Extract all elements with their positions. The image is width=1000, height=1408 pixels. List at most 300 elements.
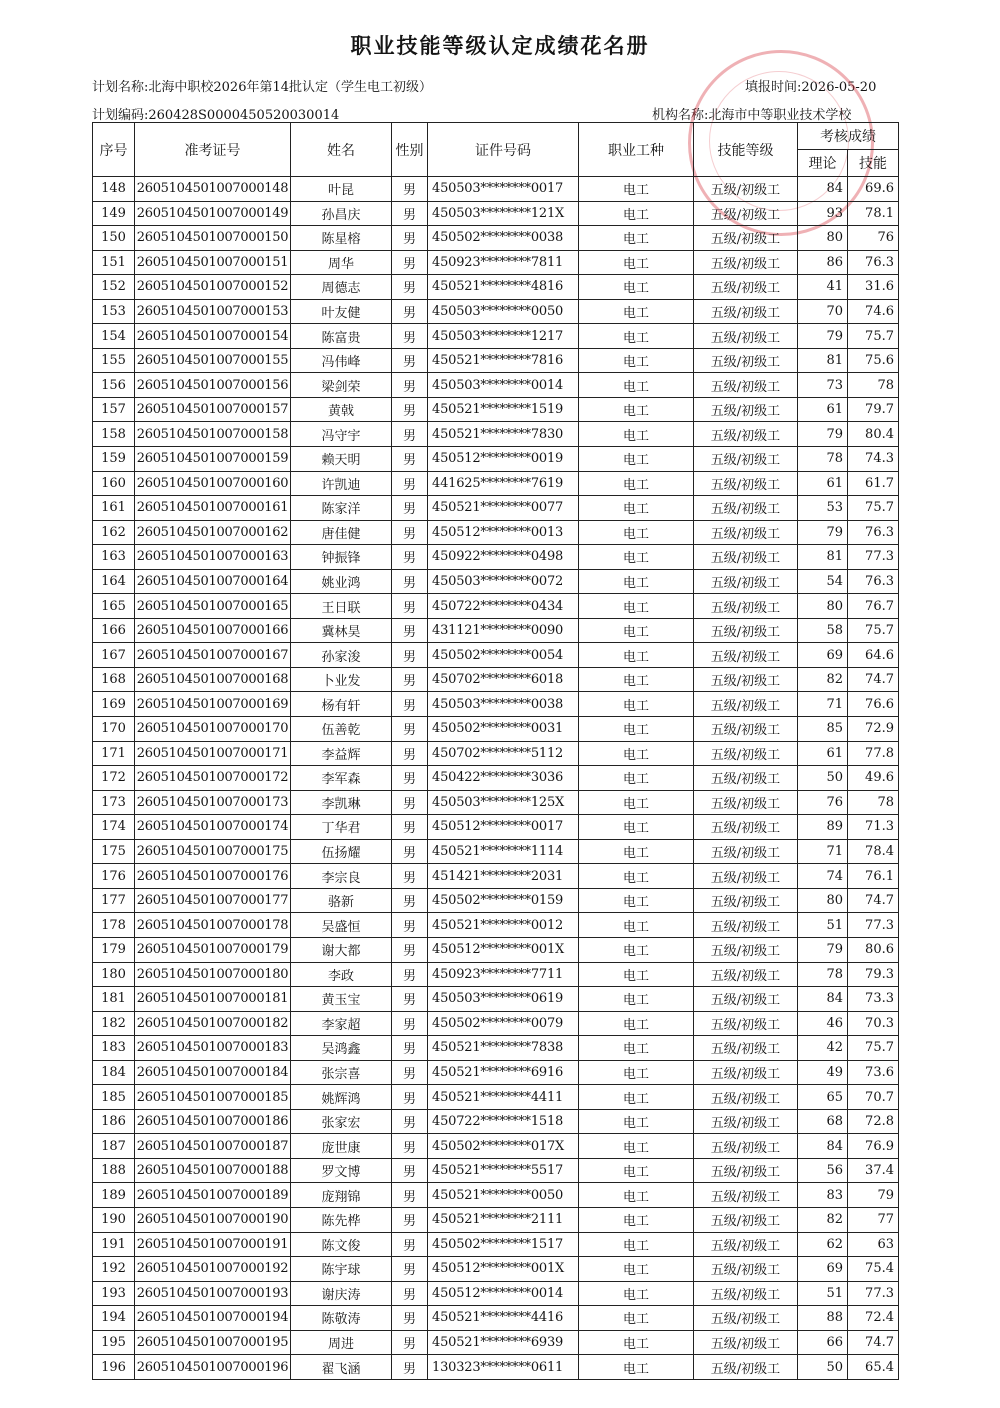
cell-id-no: 450502********0038 [428,226,579,251]
cell-name: 李宗良 [291,864,392,889]
cell-level: 五级/初级工 [694,864,798,889]
cell-level: 五级/初级工 [694,790,798,815]
table-row [93,397,899,422]
cell-exam-no: 2605104501007000181 [135,987,291,1012]
cell-occupation: 电工 [579,1183,694,1208]
cell-exam-no: 2605104501007000175 [135,839,291,864]
cell-gender: 男 [392,962,428,987]
cell-seq: 177 [93,888,135,913]
cell-gender: 男 [392,1257,428,1282]
cell-level: 五级/初级工 [694,1085,798,1110]
cell-exam-no: 2605104501007000178 [135,913,291,938]
cell-id-no: 450512********0013 [428,520,579,545]
cell-occupation: 电工 [579,348,694,373]
table-row [93,177,899,202]
header-seq: 序号 [93,123,135,177]
cell-level: 五级/初级工 [694,1355,798,1380]
cell-gender: 男 [392,324,428,349]
cell-occupation: 电工 [579,937,694,962]
cell-gender: 男 [392,1134,428,1159]
cell-level: 五级/初级工 [694,299,798,324]
cell-seq: 195 [93,1330,135,1355]
cell-seq: 190 [93,1207,135,1232]
header-theory: 理论 [798,150,848,177]
cell-level: 五级/初级工 [694,1134,798,1159]
cell-id-no: 450512********0014 [428,1281,579,1306]
cell-seq: 148 [93,177,135,202]
cell-id-no: 450521********4416 [428,1306,579,1331]
table-row [93,275,899,300]
cell-id-no: 450923********7811 [428,250,579,275]
cell-exam-no: 2605104501007000174 [135,815,291,840]
cell-exam-no: 2605104501007000158 [135,422,291,447]
cell-theory: 70 [798,299,848,324]
cell-name: 陈家洋 [291,496,392,521]
table-row [93,962,899,987]
cell-gender: 男 [392,1060,428,1085]
cell-seq: 173 [93,790,135,815]
cell-id-no: 450503********0072 [428,569,579,594]
cell-occupation: 电工 [579,913,694,938]
cell-seq: 186 [93,1109,135,1134]
cell-id-no: 431121********0090 [428,618,579,643]
cell-theory: 68 [798,1109,848,1134]
cell-gender: 男 [392,471,428,496]
table-row [93,1134,899,1159]
cell-seq: 160 [93,471,135,496]
cell-exam-no: 2605104501007000161 [135,496,291,521]
cell-id-no: 450503********125X [428,790,579,815]
cell-name: 庞翔锦 [291,1183,392,1208]
cell-name: 叶昆 [291,177,392,202]
cell-id-no: 451421********2031 [428,864,579,889]
cell-occupation: 电工 [579,422,694,447]
table-row [93,864,899,889]
cell-gender: 男 [392,1158,428,1183]
cell-level: 五级/初级工 [694,1330,798,1355]
cell-id-no: 450521********7816 [428,348,579,373]
cell-occupation: 电工 [579,496,694,521]
cell-id-no: 450521********7830 [428,422,579,447]
cell-name: 杨有轩 [291,692,392,717]
cell-gender: 男 [392,667,428,692]
cell-exam-no: 2605104501007000163 [135,545,291,570]
cell-id-no: 450702********5112 [428,741,579,766]
cell-theory: 53 [798,496,848,521]
cell-name: 李益辉 [291,741,392,766]
cell-occupation: 电工 [579,717,694,742]
cell-skill: 75.6 [848,348,899,373]
cell-skill: 74.6 [848,299,899,324]
cell-id-no: 450521********1114 [428,839,579,864]
table-row [93,471,899,496]
cell-name: 伍善乾 [291,717,392,742]
cell-exam-no: 2605104501007000168 [135,667,291,692]
cell-theory: 76 [798,790,848,815]
cell-id-no: 450521********6939 [428,1330,579,1355]
cell-gender: 男 [392,1011,428,1036]
cell-seq: 152 [93,275,135,300]
table-row [93,1158,899,1183]
cell-level: 五级/初级工 [694,471,798,496]
table-row [93,1060,899,1085]
cell-occupation: 电工 [579,201,694,226]
fill-time-label: 填报时间: [745,80,802,95]
cell-id-no: 450503********1217 [428,324,579,349]
cell-name: 黄玉宝 [291,987,392,1012]
cell-id-no: 450923********7711 [428,962,579,987]
table-row [93,1085,899,1110]
cell-name: 谢大都 [291,937,392,962]
cell-seq: 167 [93,643,135,668]
cell-seq: 172 [93,766,135,791]
cell-skill: 74.7 [848,1330,899,1355]
cell-name: 陈宇球 [291,1257,392,1282]
cell-gender: 男 [392,1355,428,1380]
cell-gender: 男 [392,864,428,889]
cell-id-no: 450922********0498 [428,545,579,570]
cell-id-no: 450521********4816 [428,275,579,300]
cell-gender: 男 [392,177,428,202]
table-row [93,1183,899,1208]
cell-name: 孙昌庆 [291,201,392,226]
cell-skill: 80.4 [848,422,899,447]
cell-exam-no: 2605104501007000160 [135,471,291,496]
cell-exam-no: 2605104501007000180 [135,962,291,987]
cell-seq: 175 [93,839,135,864]
cell-gender: 男 [392,1183,428,1208]
cell-skill: 79.3 [848,962,899,987]
cell-exam-no: 2605104501007000184 [135,1060,291,1085]
header-name: 姓名 [291,123,392,177]
cell-seq: 154 [93,324,135,349]
cell-occupation: 电工 [579,1330,694,1355]
cell-theory: 65 [798,1085,848,1110]
cell-name: 姚辉鸿 [291,1085,392,1110]
cell-level: 五级/初级工 [694,569,798,594]
cell-theory: 42 [798,1036,848,1061]
cell-seq: 163 [93,545,135,570]
cell-name: 许凯迪 [291,471,392,496]
plan-name-label: 计划名称: [92,80,149,95]
cell-name: 赖天明 [291,447,392,472]
table-row [93,201,899,226]
table-row [93,1281,899,1306]
table-row [93,447,899,472]
cell-id-no: 441625********7619 [428,471,579,496]
cell-seq: 166 [93,618,135,643]
cell-name: 孙家浚 [291,643,392,668]
cell-gender: 男 [392,299,428,324]
cell-name: 李军森 [291,766,392,791]
cell-seq: 168 [93,667,135,692]
cell-seq: 188 [93,1158,135,1183]
table-row [93,1330,899,1355]
table-row [93,766,899,791]
cell-skill: 72.8 [848,1109,899,1134]
cell-level: 五级/初级工 [694,1011,798,1036]
cell-seq: 185 [93,1085,135,1110]
table-row [93,839,899,864]
cell-gender: 男 [392,937,428,962]
cell-skill: 79 [848,1183,899,1208]
cell-id-no: 450503********121X [428,201,579,226]
cell-exam-no: 2605104501007000167 [135,643,291,668]
cell-occupation: 电工 [579,643,694,668]
cell-id-no: 450502********0159 [428,888,579,913]
cell-exam-no: 2605104501007000176 [135,864,291,889]
cell-seq: 171 [93,741,135,766]
table-row [93,888,899,913]
cell-id-no: 450521********0012 [428,913,579,938]
cell-exam-no: 2605104501007000173 [135,790,291,815]
cell-skill: 63 [848,1232,899,1257]
plan-name-line [92,76,432,95]
cell-id-no: 450512********0019 [428,447,579,472]
table-row [93,717,899,742]
cell-skill: 77.8 [848,741,899,766]
cell-gender: 男 [392,1207,428,1232]
cell-level: 五级/初级工 [694,913,798,938]
cell-gender: 男 [392,839,428,864]
cell-seq: 181 [93,987,135,1012]
cell-id-no: 450521********5517 [428,1158,579,1183]
cell-skill: 78 [848,790,899,815]
cell-name: 陈文俊 [291,1232,392,1257]
cell-id-no: 130323********0611 [428,1355,579,1380]
cell-gender: 男 [392,1036,428,1061]
cell-theory: 93 [798,201,848,226]
cell-exam-no: 2605104501007000195 [135,1330,291,1355]
table-row [93,1257,899,1282]
cell-skill: 65.4 [848,1355,899,1380]
cell-id-no: 450502********1517 [428,1232,579,1257]
cell-name: 周进 [291,1330,392,1355]
cell-skill: 79.7 [848,397,899,422]
cell-seq: 158 [93,422,135,447]
cell-gender: 男 [392,618,428,643]
cell-id-no: 450722********0434 [428,594,579,619]
cell-gender: 男 [392,1281,428,1306]
cell-skill: 73.3 [848,987,899,1012]
cell-gender: 男 [392,692,428,717]
cell-id-no: 450521********2111 [428,1207,579,1232]
cell-skill: 69.6 [848,177,899,202]
cell-theory: 84 [798,177,848,202]
cell-occupation: 电工 [579,1036,694,1061]
fill-time-value: 2026-05-20 [801,80,877,95]
cell-skill: 76.7 [848,594,899,619]
cell-gender: 男 [392,1085,428,1110]
cell-theory: 88 [798,1306,848,1331]
cell-occupation: 电工 [579,1232,694,1257]
cell-id-no: 450503********0014 [428,373,579,398]
cell-level: 五级/初级工 [694,373,798,398]
table-row [93,643,899,668]
table-row [93,373,899,398]
cell-name: 庞世康 [291,1134,392,1159]
cell-skill: 76.6 [848,692,899,717]
header-scores: 考核成绩 [798,123,899,150]
cell-id-no: 450521********0077 [428,496,579,521]
cell-occupation: 电工 [579,962,694,987]
cell-theory: 84 [798,1134,848,1159]
cell-name: 罗文博 [291,1158,392,1183]
table-header [93,123,899,177]
cell-theory: 81 [798,545,848,570]
cell-level: 五级/初级工 [694,594,798,619]
cell-occupation: 电工 [579,1281,694,1306]
cell-name: 王日联 [291,594,392,619]
cell-occupation: 电工 [579,324,694,349]
cell-skill: 75.4 [848,1257,899,1282]
cell-theory: 82 [798,1207,848,1232]
cell-skill: 31.6 [848,275,899,300]
cell-name: 梁剑荣 [291,373,392,398]
cell-level: 五级/初级工 [694,1281,798,1306]
cell-gender: 男 [392,888,428,913]
cell-seq: 174 [93,815,135,840]
cell-level: 五级/初级工 [694,667,798,692]
cell-theory: 84 [798,987,848,1012]
cell-skill: 77.3 [848,545,899,570]
cell-level: 五级/初级工 [694,496,798,521]
cell-name: 谢庆涛 [291,1281,392,1306]
table-row [93,790,899,815]
cell-name: 李凯琳 [291,790,392,815]
cell-seq: 182 [93,1011,135,1036]
cell-gender: 男 [392,1232,428,1257]
cell-exam-no: 2605104501007000151 [135,250,291,275]
cell-occupation: 电工 [579,471,694,496]
cell-skill: 49.6 [848,766,899,791]
table-row [93,618,899,643]
cell-occupation: 电工 [579,177,694,202]
cell-skill: 61.7 [848,471,899,496]
cell-exam-no: 2605104501007000154 [135,324,291,349]
cell-id-no: 450422********3036 [428,766,579,791]
cell-name: 伍扬耀 [291,839,392,864]
cell-gender: 男 [392,496,428,521]
cell-level: 五级/初级工 [694,201,798,226]
cell-theory: 66 [798,1330,848,1355]
cell-seq: 180 [93,962,135,987]
cell-occupation: 电工 [579,275,694,300]
cell-occupation: 电工 [579,1060,694,1085]
table-row [93,1232,899,1257]
cell-level: 五级/初级工 [694,226,798,251]
header-exam-no: 准考证号 [135,123,291,177]
cell-exam-no: 2605104501007000193 [135,1281,291,1306]
cell-name: 周德志 [291,275,392,300]
cell-occupation: 电工 [579,667,694,692]
cell-skill: 74.3 [848,447,899,472]
table-row [93,422,899,447]
cell-level: 五级/初级工 [694,1257,798,1282]
cell-theory: 78 [798,962,848,987]
cell-level: 五级/初级工 [694,397,798,422]
plan-code-value: 260428S0000450520030014 [148,108,340,123]
cell-seq: 187 [93,1134,135,1159]
cell-id-no: 450521********0050 [428,1183,579,1208]
cell-exam-no: 2605104501007000166 [135,618,291,643]
cell-theory: 85 [798,717,848,742]
cell-name: 周华 [291,250,392,275]
cell-gender: 男 [392,1330,428,1355]
cell-occupation: 电工 [579,520,694,545]
cell-name: 翟飞涵 [291,1355,392,1380]
table-row [93,594,899,619]
cell-exam-no: 2605104501007000192 [135,1257,291,1282]
cell-seq: 178 [93,913,135,938]
cell-occupation: 电工 [579,1085,694,1110]
cell-theory: 58 [798,618,848,643]
cell-exam-no: 2605104501007000162 [135,520,291,545]
cell-level: 五级/初级工 [694,348,798,373]
cell-name: 张宗喜 [291,1060,392,1085]
cell-gender: 男 [392,987,428,1012]
cell-name: 李政 [291,962,392,987]
cell-level: 五级/初级工 [694,618,798,643]
cell-exam-no: 2605104501007000191 [135,1232,291,1257]
cell-id-no: 450521********4411 [428,1085,579,1110]
cell-name: 黄戟 [291,397,392,422]
cell-gender: 男 [392,447,428,472]
cell-id-no: 450512********001X [428,1257,579,1282]
cell-exam-no: 2605104501007000190 [135,1207,291,1232]
cell-level: 五级/初级工 [694,987,798,1012]
table-row [93,1109,899,1134]
cell-theory: 80 [798,888,848,913]
cell-occupation: 电工 [579,250,694,275]
cell-gender: 男 [392,815,428,840]
cell-id-no: 450503********0017 [428,177,579,202]
cell-skill: 74.7 [848,667,899,692]
cell-level: 五级/初级工 [694,1306,798,1331]
cell-skill: 37.4 [848,1158,899,1183]
cell-exam-no: 2605104501007000149 [135,201,291,226]
cell-occupation: 电工 [579,864,694,889]
cell-id-no: 450502********0079 [428,1011,579,1036]
cell-occupation: 电工 [579,226,694,251]
cell-theory: 80 [798,226,848,251]
cell-theory: 83 [798,1183,848,1208]
cell-occupation: 电工 [579,766,694,791]
cell-seq: 194 [93,1306,135,1331]
cell-gender: 男 [392,397,428,422]
cell-skill: 72.9 [848,717,899,742]
cell-theory: 69 [798,1257,848,1282]
table-row [93,667,899,692]
cell-gender: 男 [392,250,428,275]
cell-theory: 62 [798,1232,848,1257]
cell-seq: 196 [93,1355,135,1380]
table-row [93,299,899,324]
cell-skill: 70.7 [848,1085,899,1110]
cell-exam-no: 2605104501007000196 [135,1355,291,1380]
cell-seq: 191 [93,1232,135,1257]
cell-skill: 76.9 [848,1134,899,1159]
table-body [93,177,899,1380]
cell-name: 丁华君 [291,815,392,840]
cell-seq: 189 [93,1183,135,1208]
cell-theory: 86 [798,250,848,275]
cell-exam-no: 2605104501007000185 [135,1085,291,1110]
cell-occupation: 电工 [579,987,694,1012]
cell-name: 姚业鸿 [291,569,392,594]
cell-exam-no: 2605104501007000189 [135,1183,291,1208]
cell-seq: 192 [93,1257,135,1282]
